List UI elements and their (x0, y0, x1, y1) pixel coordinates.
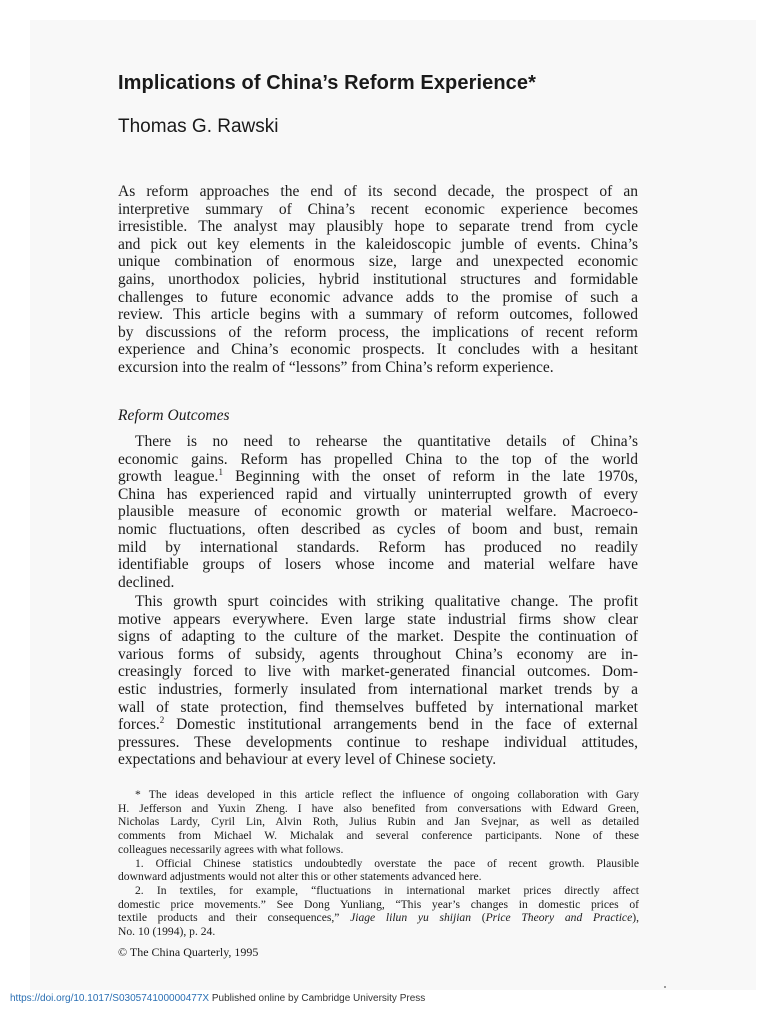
abstract-line: and pick out key elements in the kaleidoscopic jumble of events. China’s (118, 235, 638, 253)
text-line: signs of adapting to the culture of the market. Despite the continuation of (118, 628, 638, 646)
copyright-notice: © The China Quarterly, 1995 (118, 945, 259, 959)
abstract-line: gains, unorthodox policies, hybrid institutional structures and formidable (118, 270, 638, 288)
text-line: estic industries, formerly insulated from international market trends by a (118, 680, 638, 698)
footnotes (118, 788, 639, 939)
text-line (118, 468, 638, 486)
footnote-line: * The ideas developed in this article reflect the influence of ongoing collaboration with Gary (135, 788, 639, 801)
text-run-italic: Jiage lilun yu shijian (350, 911, 472, 925)
text-line: creasingly forced to live with market-generated financial outcomes. Dom- (118, 663, 638, 681)
text-run: forces. (118, 716, 160, 734)
text-run: ), (632, 911, 639, 925)
footnote-line: 2. In textiles, for example, “fluctuations in international market prices directly affect (135, 883, 639, 897)
footnote-line: comments from Michael W. Michalak and several conference participants. None of these (118, 829, 639, 843)
text-line: There is no need to rehearse the quantitative details of China’s (135, 433, 638, 450)
text-line: plausible measure of economic growth or material welfare. Macroeco- (118, 503, 638, 521)
text-line: pressures. These developments continue to reshape individual attitudes, (118, 733, 638, 751)
footnote-line: colleagues necessarily agrees with what follows. (118, 842, 344, 856)
footnote-line: domestic price movements.” See Dong Yunliang, “This year’s changes in domestic prices of (118, 897, 639, 911)
abstract-line: experience and China’s economic prospects. It concludes with a hesitant (118, 341, 638, 359)
abstract-line: As reform approaches the end of its second decade, the prospect of an (118, 183, 638, 200)
footnote-ref-1[interactable]: 1 (218, 467, 223, 478)
text-line: wall of state protection, find themselves buffeted by international market (118, 698, 638, 716)
text-run-italic: Price Theory and Practice (485, 911, 633, 925)
text-run: textile products and their consequences,” (118, 911, 351, 925)
abstract-line: excursion into the realm of “lessons” from China’s reform experience. (118, 358, 554, 376)
text-run: ( (471, 911, 486, 925)
footnote-line: downward adjustments would not alter this or other statements advanced here. (118, 870, 482, 884)
abstract-line: interpretive summary of China’s recent economic experience becomes (118, 200, 638, 218)
abstract-line: review. This article begins with a summary of reform outcomes, followed (118, 306, 638, 324)
abstract (118, 183, 638, 377)
abstract-line: challenges to future economic advance adds to the promise of such a (118, 288, 638, 306)
abstract-line: irresistible. The analyst may plausibly hope to separate trend from cycle (118, 218, 638, 236)
paragraph-reform-outcomes-1 (118, 433, 638, 591)
footnote-ref-2[interactable]: 2 (159, 715, 165, 726)
text-line: nomic fluctuations, often described as cycles of boom and bust, remain (118, 520, 638, 538)
footnote-line: H. Jefferson and Yuxin Zheng. I have also benefited from conversations with Edward Green, (118, 801, 639, 815)
scan-speck (664, 986, 666, 988)
text-line: economic gains. Reform has propelled China to the top of the world (118, 450, 638, 468)
text-line: This growth spurt coincides with striking qualitative change. The profit (135, 593, 638, 610)
text-line: motive appears everywhere. Even large state industrial firms show clear (118, 610, 638, 628)
paragraph-reform-outcomes-2 (118, 593, 638, 769)
abstract-line: by discussions of the reform process, the implications of recent reform (118, 323, 638, 341)
abstract-line: unique combination of enormous size, large and unexpected economic (118, 253, 638, 271)
footnote-line: Nicholas Lardy, Cyril Lin, Alvin Roth, Julius Rubin and Jan Svejnar, as well as detailed (118, 815, 639, 829)
text-line (118, 716, 638, 734)
article-author: Thomas G. Rawski (118, 116, 279, 137)
footnote-line (118, 911, 639, 925)
doi-footer (10, 993, 425, 1004)
text-run: Domestic institutional arrangements bend in the face of external (164, 716, 638, 734)
text-line: mild by international standards. Reform has produced no readily (118, 538, 638, 556)
text-line: identifiable groups of losers whose income and material welfare have (118, 556, 638, 574)
publication-note: Published online by Cambridge University Press (209, 993, 426, 1004)
text-run: Beginning with the onset of reform in the late 1970s, (222, 468, 639, 486)
article-title: Implications of China’s Reform Experience* (118, 72, 537, 94)
text-line: expectations and behaviour at every level of Chinese society. (118, 751, 497, 769)
text-line: various forms of subsidy, agents throughout China’s economy are in- (118, 645, 638, 663)
text-line: China has experienced rapid and virtually uninterrupted growth of every (118, 485, 638, 503)
text-line: declined. (118, 573, 175, 591)
doi-link[interactable]: https://doi.org/10.1017/S030574100000477X (10, 993, 210, 1004)
footnote-line: 1. Official Chinese statistics undoubtedly overstate the pace of recent growth. Plausible (135, 856, 639, 870)
footnote-line: No. 10 (1994), p. 24. (118, 925, 216, 939)
section-heading: Reform Outcomes (118, 407, 230, 424)
text-run: growth league. (118, 468, 219, 486)
